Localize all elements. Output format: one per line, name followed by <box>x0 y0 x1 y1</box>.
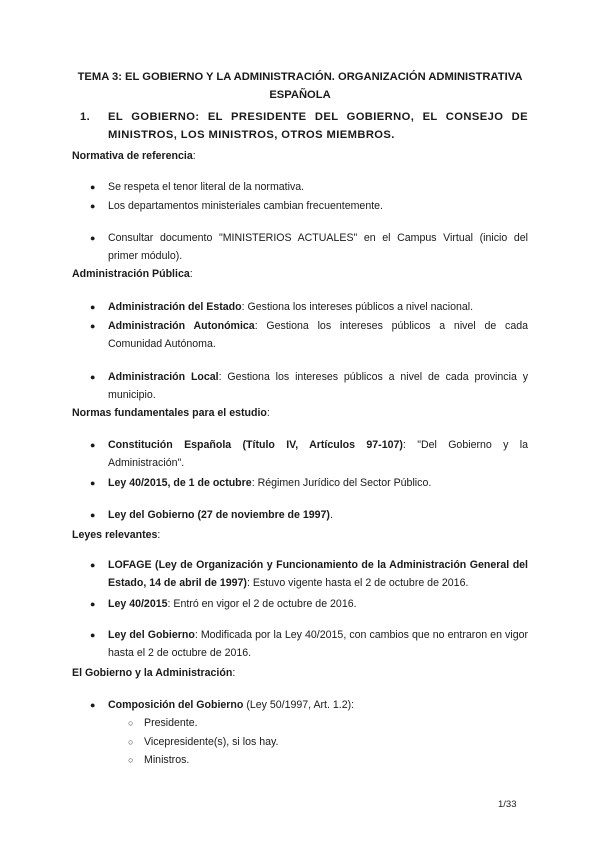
bullet-icon: ● <box>90 201 96 211</box>
bullet-icon: ● <box>90 302 96 312</box>
list-item: Ley del Gobierno (27 de noviembre de 1997). <box>108 509 333 521</box>
bullet-icon: ● <box>90 182 96 192</box>
list-item: Consultar documento "MINISTERIOS ACTUALES" en el Campus Virtual (inicio del primer módulo). <box>108 232 528 262</box>
bullet-icon: ● <box>90 478 96 488</box>
list-item: Administración del Estado: Gestiona los intereses públicos a nivel nacional. <box>108 301 474 313</box>
sub-bullet-icon: ○ <box>128 718 134 728</box>
normas-heading: Normas fundamentales para el estudio: <box>72 407 270 419</box>
sub-bullet-icon: ○ <box>128 755 134 765</box>
bullet-icon: ● <box>90 630 96 640</box>
title-line-2: ESPAÑOLA <box>269 89 331 101</box>
list-item: Ley 40/2015: Entró en vigor el 2 de octubre de 2016. <box>108 598 357 610</box>
sub-list-item: Ministros. <box>144 754 190 766</box>
sub-list-item: Presidente. <box>144 717 198 729</box>
list-item: Administración Local: Gestiona los intereses públicos a nivel de cada provincia y municipio. <box>108 371 528 401</box>
section-title: EL GOBIERNO: EL PRESIDENTE DEL GOBIERNO, EL CONSEJO DE MINISTROS, LOS MINISTROS, OTROS MIEMBROS. <box>108 111 528 141</box>
list-item: Los departamentos ministeriales cambian frecuentemente. <box>108 200 383 212</box>
bullet-icon: ● <box>90 510 96 520</box>
list-item: Ley 40/2015, de 1 de octubre: Régimen Jurídico del Sector Público. <box>108 477 432 489</box>
list-item: Constitución Española (Título IV, Artículos 97-107): "Del Gobierno y la Administración". <box>108 439 528 469</box>
title-line-1: TEMA 3: EL GOBIERNO Y LA ADMINISTRACIÓN. ORGANIZACIÓN ADMINISTRATIVA <box>77 71 523 83</box>
list-item: Administración Autonómica: Gestiona los intereses públicos a nivel de cada Comunidad Autónoma. <box>108 320 528 350</box>
bullet-icon: ● <box>90 233 96 243</box>
leyes-heading: Leyes relevantes: <box>72 529 161 541</box>
page-number: 1/33 <box>498 799 517 810</box>
section-number: 1. <box>80 111 91 123</box>
bullet-icon: ● <box>90 321 96 331</box>
section-heading-1 <box>72 108 528 144</box>
bullet-icon: ● <box>90 440 96 450</box>
bullet-icon: ● <box>90 560 96 570</box>
sub-list-item: Vicepresidente(s), si los hay. <box>144 736 279 748</box>
bullet-icon: ● <box>90 372 96 382</box>
normativa-heading: Normativa de referencia: <box>72 150 196 162</box>
bullet-icon: ● <box>90 599 96 609</box>
list-item: Se respeta el tenor literal de la normativa. <box>108 181 305 193</box>
list-item: Ley del Gobierno: Modificada por la Ley 40/2015, con cambios que no entraron en vigor hasta el 2 de octubre de 2016. <box>108 629 529 659</box>
admin-heading: Administración Pública: <box>72 268 193 280</box>
gobierno-heading: El Gobierno y la Administración: <box>72 667 236 679</box>
sub-bullet-icon: ○ <box>128 737 134 747</box>
list-item: LOFAGE (Ley de Organización y Funcionamiento de la Administración General del Estado, 14 de abril de 1997): Estuvo vigente hasta el 2 de octubre de 2016. <box>108 559 528 589</box>
list-item: Composición del Gobierno (Ley 50/1997, Art. 1.2): <box>108 699 355 711</box>
bullet-icon: ● <box>90 700 96 710</box>
document-title <box>72 68 528 104</box>
